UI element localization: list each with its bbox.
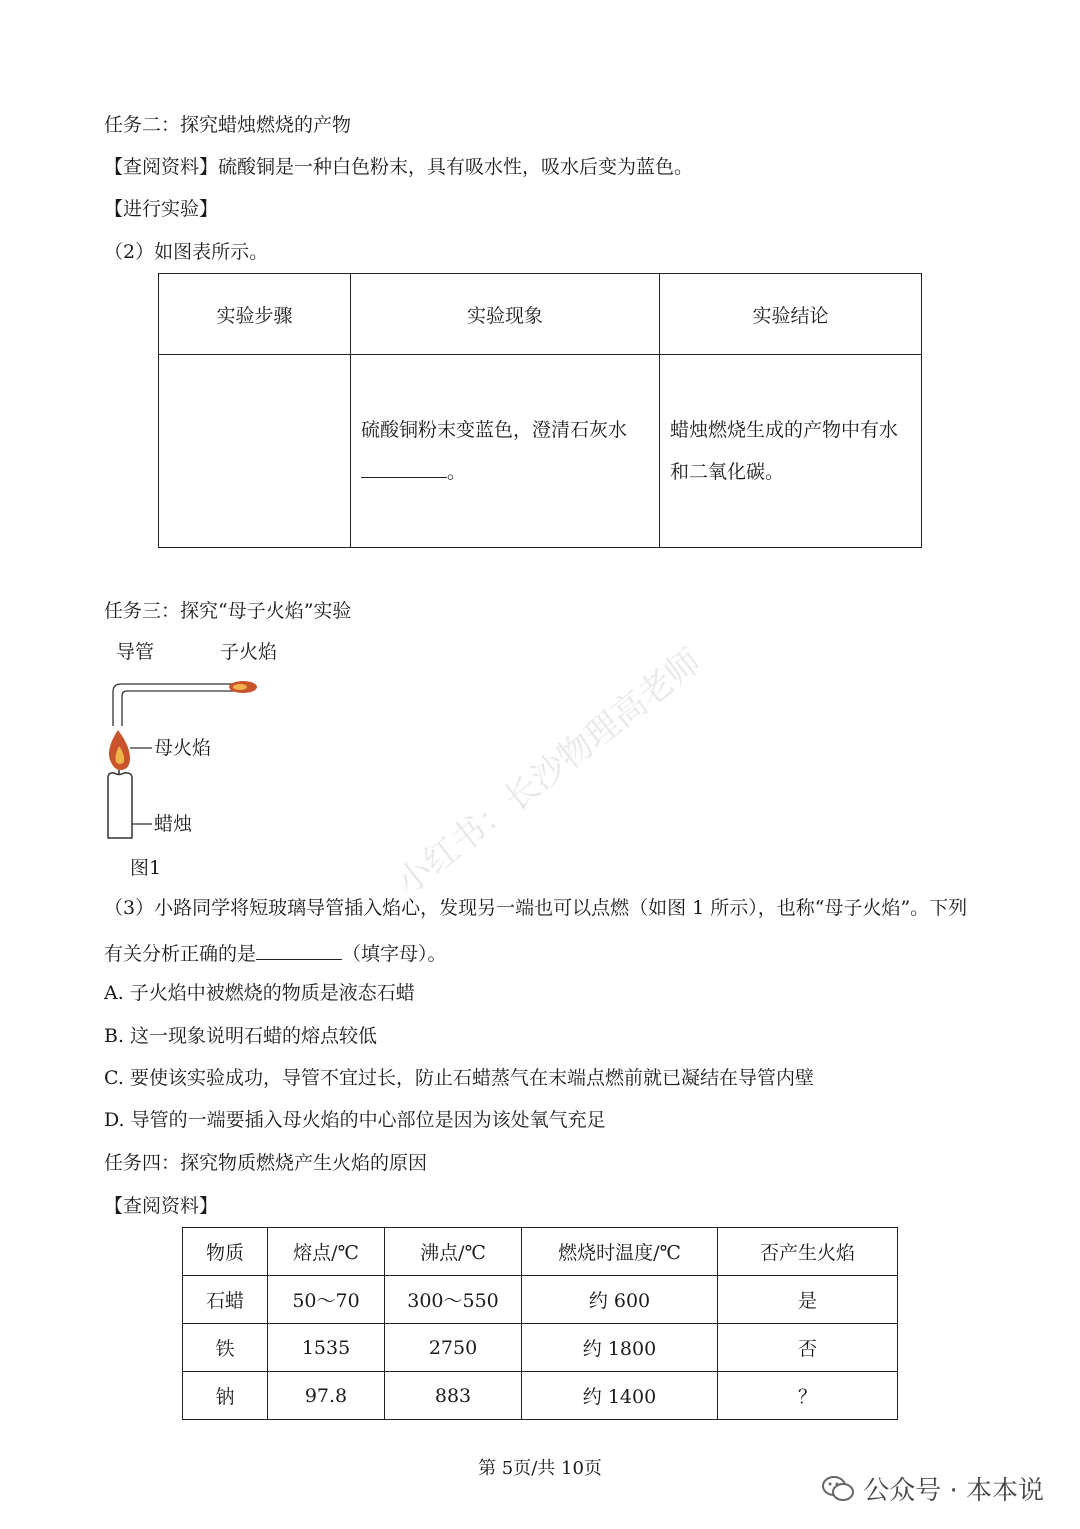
task4-reference-heading: 【查阅资料】 bbox=[104, 1195, 219, 1217]
table-cell: 铁 bbox=[183, 1324, 268, 1372]
header-cell: 燃烧时温度/℃ bbox=[522, 1228, 718, 1276]
table-cell: 约 600 bbox=[522, 1276, 718, 1324]
option-a: A. 子火焰中被燃烧的物质是液态石蜡 bbox=[104, 982, 415, 1004]
phenomenon-period: 。 bbox=[447, 461, 467, 483]
table-cell: 约 1800 bbox=[522, 1324, 718, 1372]
question-3-fill-hint: （填字母）。 bbox=[342, 943, 447, 965]
label-mother-flame: 母火焰 bbox=[154, 737, 212, 759]
header-cell: 实验结论 bbox=[660, 274, 922, 355]
table-cell: 1535 bbox=[268, 1324, 385, 1372]
table-row bbox=[183, 1276, 898, 1324]
table-cell: 2750 bbox=[385, 1324, 522, 1372]
wechat-icon bbox=[821, 1475, 855, 1503]
watermark: 小红书：长沙物理高老师 bbox=[389, 641, 709, 904]
option-c: C. 要使该实验成功，导管不宜过长，防止石蜡蒸气在末端点燃前就已凝结在导管内壁 bbox=[104, 1067, 814, 1089]
mother-flame-icon bbox=[109, 730, 130, 770]
steps-cell bbox=[159, 355, 351, 548]
table-cell: ？ bbox=[718, 1372, 898, 1420]
table-cell: 否 bbox=[718, 1324, 898, 1372]
table-cell: 883 bbox=[385, 1372, 522, 1420]
figure-caption: 图1 bbox=[130, 857, 162, 879]
table-cell: 300～550 bbox=[385, 1276, 522, 1324]
table-row bbox=[183, 1372, 898, 1420]
header-cell: 实验现象 bbox=[351, 274, 660, 355]
table-cell: 97.8 bbox=[268, 1372, 385, 1420]
phenomenon-cell bbox=[351, 355, 660, 548]
child-flame-icon bbox=[229, 681, 257, 693]
table-header-row bbox=[159, 274, 922, 355]
header-cell: 否产生火焰 bbox=[718, 1228, 898, 1276]
question-3-line1: （3）小路同学将短玻璃导管插入焰心，发现另一端也可以点燃（如图 1 所示），也称“母子火焰”。下列 bbox=[104, 897, 968, 919]
header-cell: 实验步骤 bbox=[159, 274, 351, 355]
answer-blank[interactable] bbox=[361, 457, 447, 478]
glass-tube bbox=[113, 684, 236, 726]
task2-reference: 【查阅资料】硫酸铜是一种白色粉末，具有吸水性，吸水后变为蓝色。 bbox=[104, 156, 694, 178]
header-cell: 物质 bbox=[183, 1228, 268, 1276]
label-tube: 导管 bbox=[116, 641, 155, 663]
table-cell: 钠 bbox=[183, 1372, 268, 1420]
table-cell: 是 bbox=[718, 1276, 898, 1324]
question-2: （2）如图表所示。 bbox=[104, 241, 269, 263]
header-cell: 沸点/℃ bbox=[385, 1228, 522, 1276]
table-cell: 石蜡 bbox=[183, 1276, 268, 1324]
conclusion-cell bbox=[660, 355, 922, 548]
brand-badge bbox=[821, 1470, 1044, 1507]
table-row bbox=[183, 1324, 898, 1372]
answer-blank[interactable] bbox=[256, 939, 342, 960]
option-b: B. 这一现象说明石蜡的熔点较低 bbox=[104, 1025, 378, 1047]
candle-icon bbox=[108, 773, 132, 838]
table-cell: 约 1400 bbox=[522, 1372, 718, 1420]
task3-title: 任务三：探究“母子火焰”实验 bbox=[104, 600, 352, 622]
question-3-line2: 有关分析正确的是 bbox=[104, 943, 257, 965]
header-cell: 熔点/℃ bbox=[268, 1228, 385, 1276]
experiment-table bbox=[158, 273, 922, 548]
substance-table bbox=[182, 1227, 898, 1420]
task2-experiment-heading: 【进行实验】 bbox=[104, 198, 219, 220]
page-footer: 第 5页/共 10页 bbox=[478, 1458, 602, 1479]
conclusion-text: 和二氧化碳。 bbox=[670, 461, 785, 483]
table-row bbox=[159, 355, 922, 548]
task4-title: 任务四：探究物质燃烧产生火焰的原因 bbox=[104, 1152, 428, 1174]
label-child-flame: 子火焰 bbox=[220, 641, 278, 663]
conclusion-text: 蜡烛燃烧生成的产物中有水 bbox=[670, 419, 899, 441]
label-candle: 蜡烛 bbox=[154, 813, 193, 835]
brand-text: 公众号 · 本本说 bbox=[863, 1476, 1044, 1506]
phenomenon-text: 硫酸铜粉末变蓝色，澄清石灰水 bbox=[361, 419, 628, 441]
option-d: D. 导管的一端要插入母火焰的中心部位是因为该处氧气充足 bbox=[104, 1109, 606, 1131]
table-cell: 50～70 bbox=[268, 1276, 385, 1324]
table-header-row bbox=[183, 1228, 898, 1276]
task2-title: 任务二：探究蜡烛燃烧的产物 bbox=[104, 114, 352, 136]
